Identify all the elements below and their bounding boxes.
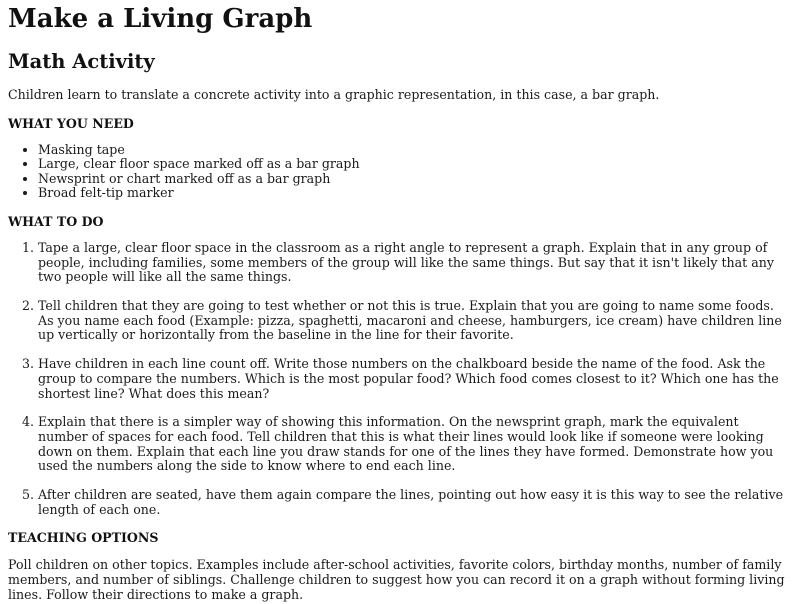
list-item: • Newsprint or chart marked off as a bar graph bbox=[38, 172, 792, 187]
step-item: 4. Explain that there is a simpler way of showing this information. On the newsprint graph, mark the equivalent number of spaces for each food. Tell children that this is what their lines would look like if someone were looking down on them. Explain that each line you draw stands for one of the lines they have formed. Demonstrate how you used the numbers along the side to know where to end each line. bbox=[38, 415, 792, 473]
list-item: • Masking tape bbox=[38, 143, 792, 158]
page-subtitle: Math Activity bbox=[8, 50, 155, 73]
page-title: Make a Living Graph bbox=[8, 4, 313, 34]
what-you-need-heading: WHAT YOU NEED bbox=[8, 115, 134, 131]
what-to-do-heading: WHAT TO DO bbox=[8, 213, 104, 229]
step-item: 3. Have children in each line count off. Write those numbers on the chalkboard beside the name of the food. Ask the group to compare the numbers. Which is the most popular food? Which food comes closest to it? Which one has the shortest line? What does this mean? bbox=[38, 357, 792, 401]
document-page bbox=[0, 4, 800, 602]
step-item: 5. After children are seated, have them again compare the lines, pointing out how easy it is this way to see the relative length of each one. bbox=[38, 488, 792, 517]
intro-paragraph: Children learn to translate a concrete activity into a graphic representation, in this case, a bar graph. bbox=[8, 87, 660, 102]
steps-list bbox=[8, 241, 792, 517]
teaching-options-paragraph: Poll children on other topics. Examples include after-school activities, favorite colors, birthday months, number of family members, and number of siblings. Challenge children to suggest how you can record it on a graph without forming living lines. Follow their directions to make a graph. bbox=[8, 557, 785, 602]
list-item: • Large, clear floor space marked off as a bar graph bbox=[38, 157, 792, 172]
step-item: 2. Tell children that they are going to test whether or not this is true. Explain that you are going to name some foods. As you name each food (Example: pizza, spaghetti, macaroni and cheese, hamburgers, ice cream) have children line up vertically or horizontally from the baseline in the line for their favorite. bbox=[38, 299, 792, 343]
materials-list bbox=[8, 143, 792, 201]
step-item: 1. Tape a large, clear floor space in the classroom as a right angle to represent a graph. Explain that in any group of people, including families, some members of the group will like the same things. But say that it isn't likely that any two people will like all the same things. bbox=[38, 241, 792, 285]
list-item: • Broad felt-tip marker bbox=[38, 186, 792, 201]
teaching-options-heading: TEACHING OPTIONS bbox=[8, 530, 159, 546]
